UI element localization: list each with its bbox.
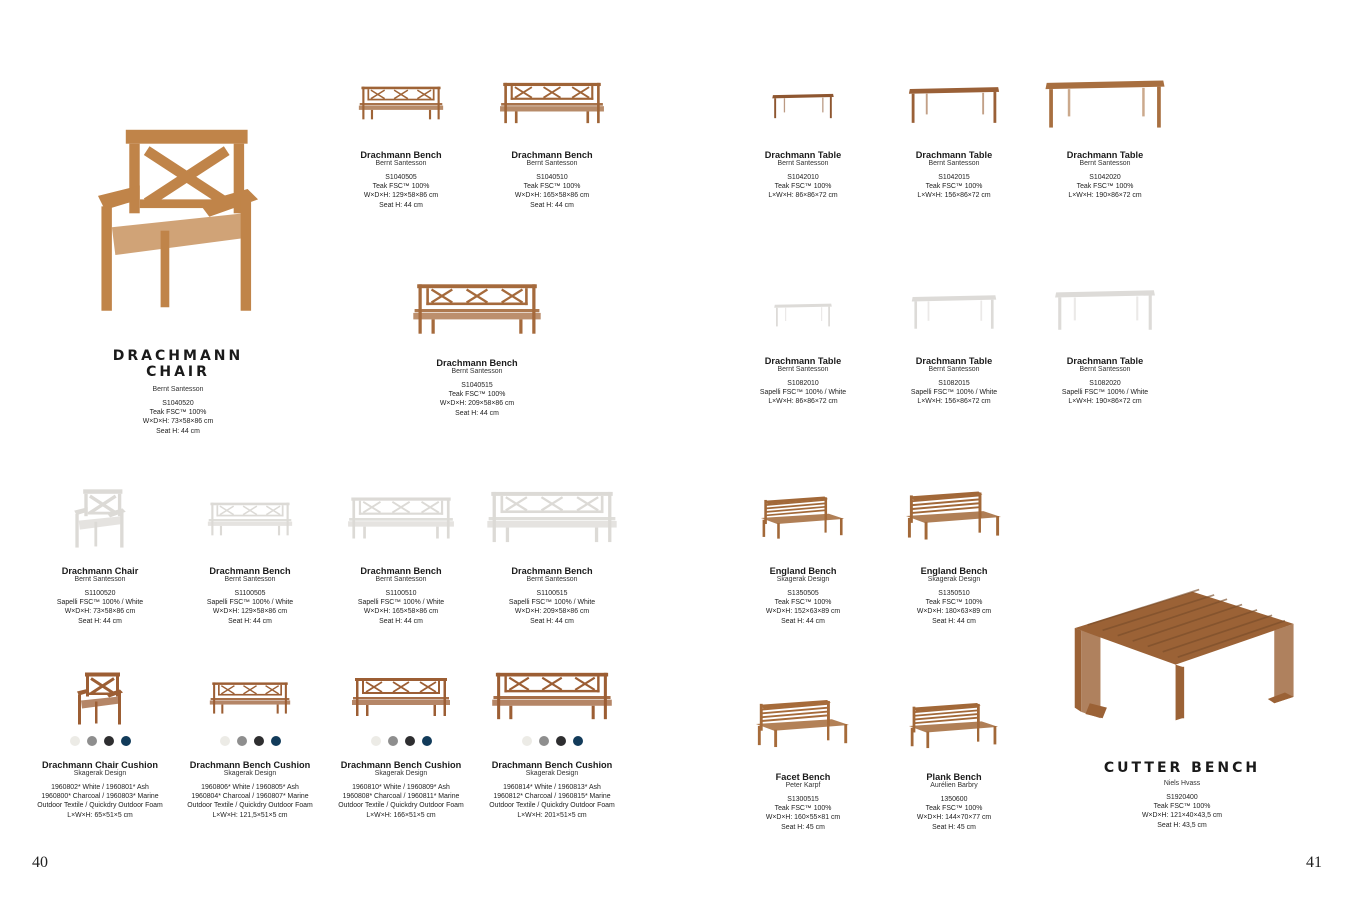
seat-height: Seat H: 44 cm xyxy=(379,201,423,209)
specs xyxy=(738,795,868,832)
plank-bench[interactable] xyxy=(889,694,1019,832)
material: Sapelli FSC™ 100% / White xyxy=(1061,389,1149,397)
page-number-right: 41 xyxy=(1306,854,1322,871)
product-name: Drachmann Table xyxy=(1066,356,1144,366)
specs xyxy=(1060,793,1304,830)
specs xyxy=(738,173,868,201)
table-image xyxy=(1043,72,1167,136)
product-code: S1042020 xyxy=(1089,174,1121,181)
swatch-ash[interactable] xyxy=(87,736,97,746)
swatch-marine[interactable] xyxy=(271,736,281,746)
seat-height: Seat H: 44 cm xyxy=(530,617,574,625)
dimensions: L×W×H: 121,5×51×5 cm xyxy=(212,811,288,819)
swatch-charcoal[interactable] xyxy=(104,736,114,746)
product-code: S1040505 xyxy=(385,174,417,181)
seat-height: Seat H: 43,5 cm xyxy=(1157,821,1207,829)
specs xyxy=(889,173,1019,201)
specs xyxy=(1040,173,1170,201)
dimensions: W×D×H: 121×40×43,5 cm xyxy=(1141,812,1223,820)
color-swatches xyxy=(478,736,626,746)
seat-height: Seat H: 45 cm xyxy=(781,823,825,831)
codes-line-1: 1960806* White / 1960805* Ash xyxy=(201,784,299,791)
product-name: Plank Bench xyxy=(926,772,982,782)
product-name: Drachmann Table xyxy=(915,150,993,160)
england-bench-152[interactable] xyxy=(738,486,868,626)
product-code: 1350600 xyxy=(940,796,968,803)
material: Teak FSC™ 100% xyxy=(523,183,581,191)
swatch-charcoal[interactable] xyxy=(405,736,415,746)
table-image xyxy=(773,290,833,340)
specs xyxy=(889,589,1019,626)
drachmann-bench-cushion-166[interactable] xyxy=(327,666,475,820)
seat-height: Seat H: 44 cm xyxy=(530,201,574,209)
bench-image xyxy=(908,694,1000,758)
material: Teak FSC™ 100% xyxy=(925,599,983,607)
material: Outdoor Textile / Quickdry Outdoor Foam xyxy=(187,802,313,810)
codes-line-2: 1960800* Charcoal / 1960803* Marine xyxy=(41,793,159,801)
dimensions: L×W×H: 156×86×72 cm xyxy=(917,192,991,200)
designer: Skagerak Design xyxy=(776,576,830,583)
drachmann-table-190[interactable] xyxy=(1040,72,1170,201)
designer: Bernt Santesson xyxy=(1079,366,1131,373)
designer: Peter Karpf xyxy=(785,782,821,789)
product-name: Drachmann Bench Cushion xyxy=(189,760,311,770)
swatch-marine[interactable] xyxy=(121,736,131,746)
dimensions: W×D×H: 73×58×86 cm xyxy=(64,608,136,616)
drachmann-bench-165[interactable] xyxy=(485,68,619,210)
material: Teak FSC™ 100% xyxy=(774,805,832,813)
drachmann-chair-white[interactable] xyxy=(30,488,170,626)
product-name: Drachmann Bench xyxy=(436,358,518,368)
dimensions: L×W×H: 166×51×5 cm xyxy=(366,811,436,819)
dimensions: L×W×H: 65×51×5 cm xyxy=(67,811,133,819)
specs xyxy=(334,173,468,210)
table-image xyxy=(907,74,1001,136)
dimensions: W×D×H: 180×63×89 cm xyxy=(916,608,992,616)
swatch-white[interactable] xyxy=(220,736,230,746)
codes-line-2: 1960812* Charcoal / 1960815* Marine xyxy=(493,793,611,801)
table-image xyxy=(910,284,998,340)
material: Outdoor Textile / Quickdry Outdoor Foam xyxy=(37,802,163,810)
swatch-charcoal[interactable] xyxy=(254,736,264,746)
material: Outdoor Textile / Quickdry Outdoor Foam xyxy=(338,802,464,810)
specs xyxy=(30,589,170,626)
dimensions: W×D×H: 152×63×89 cm xyxy=(765,608,841,616)
bench-image xyxy=(905,482,1003,550)
drachmann-bench-white-165[interactable] xyxy=(331,484,471,626)
specs xyxy=(327,783,475,820)
drachmann-table-white-156[interactable] xyxy=(889,284,1019,407)
seat-height: Seat H: 44 cm xyxy=(379,617,423,625)
specs xyxy=(889,379,1019,407)
codes-line-1: 1960810* White / 1960809* Ash xyxy=(352,784,450,791)
designer: Niels Hvass xyxy=(1163,780,1201,787)
designer: Bernt Santesson xyxy=(928,366,980,373)
color-swatches xyxy=(327,736,475,746)
bench-image xyxy=(486,482,618,552)
designer: Skagerak Design xyxy=(374,770,428,777)
material: Sapelli FSC™ 100% / White xyxy=(56,599,144,607)
designer: Bernt Santesson xyxy=(375,160,427,167)
bench-image xyxy=(358,68,444,138)
product-name: Drachmann Bench xyxy=(511,150,593,160)
drachmann-bench-white-129[interactable] xyxy=(180,486,320,626)
product-code: S1040510 xyxy=(536,174,568,181)
specs xyxy=(889,795,1019,832)
bench-with-cushion-image xyxy=(491,664,613,728)
product-name: Drachmann Bench Cushion xyxy=(340,760,462,770)
swatch-ash[interactable] xyxy=(388,736,398,746)
product-code: S1082020 xyxy=(1089,380,1121,387)
material: Outdoor Textile / Quickdry Outdoor Foam xyxy=(489,802,615,810)
color-swatches xyxy=(22,736,178,746)
dimensions: L×W×H: 190×86×72 cm xyxy=(1068,398,1142,406)
material: Sapelli FSC™ 100% / White xyxy=(508,599,596,607)
swatch-charcoal[interactable] xyxy=(556,736,566,746)
dimensions: W×D×H: 73×58×86 cm xyxy=(142,418,214,426)
product-code: S1100505 xyxy=(234,590,266,597)
specs xyxy=(478,783,626,820)
bench-image xyxy=(412,272,542,346)
bench-image xyxy=(347,484,455,552)
swatch-ash[interactable] xyxy=(539,736,549,746)
product-code: S1350510 xyxy=(938,590,970,597)
specs xyxy=(1040,379,1170,407)
product-name: Drachmann Chair Cushion xyxy=(42,760,158,770)
product-name: Drachmann Bench xyxy=(511,566,593,576)
product-code: S1040520 xyxy=(162,400,194,407)
dimensions: W×D×H: 129×58×86 cm xyxy=(212,608,288,616)
product-code: S1920400 xyxy=(1166,794,1198,801)
product-code: S1082015 xyxy=(938,380,970,387)
drachmann-table-white-190[interactable] xyxy=(1040,280,1170,407)
drachmann-table-156[interactable] xyxy=(889,74,1019,201)
product-code: S1100510 xyxy=(385,590,417,597)
drachmann-chair-cushion[interactable] xyxy=(22,670,178,820)
drachmann-table-86[interactable] xyxy=(738,76,868,201)
dimensions: W×D×H: 165×58×86 cm xyxy=(363,608,439,616)
product-name: Drachmann Chair xyxy=(61,566,139,576)
material: Teak FSC™ 100% xyxy=(448,391,506,399)
seat-height: Seat H: 45 cm xyxy=(932,823,976,831)
specs xyxy=(400,381,554,418)
bench-image xyxy=(760,486,846,550)
drachmann-table-white-86[interactable] xyxy=(738,290,868,407)
seat-height: Seat H: 44 cm xyxy=(455,409,499,417)
specs xyxy=(331,589,471,626)
cutter-bench-title: CUTTER BENCH xyxy=(1103,760,1261,776)
product-code: S1042010 xyxy=(787,174,819,181)
bench-with-cushion-image xyxy=(209,668,291,728)
designer: Bernt Santesson xyxy=(375,576,427,583)
chair-image xyxy=(72,488,128,550)
material: Teak FSC™ 100% xyxy=(774,183,832,191)
england-bench-180[interactable] xyxy=(889,482,1019,626)
cutter-bench-image xyxy=(1064,584,1300,726)
material: Teak FSC™ 100% xyxy=(925,805,983,813)
dimensions: L×W×H: 190×86×72 cm xyxy=(1068,192,1142,200)
product-name: Drachmann Bench xyxy=(360,566,442,576)
specs xyxy=(482,589,622,626)
drachmann-bench-cushion-201[interactable] xyxy=(478,664,626,820)
material: Teak FSC™ 100% xyxy=(149,409,207,417)
seat-height: Seat H: 44 cm xyxy=(78,617,122,625)
designer: Bernt Santesson xyxy=(1079,160,1131,167)
product-code: S1100515 xyxy=(536,590,568,597)
product-name: Drachmann Table xyxy=(764,150,842,160)
material: Sapelli FSC™ 100% / White xyxy=(206,599,294,607)
dimensions: W×D×H: 129×58×86 cm xyxy=(363,192,439,200)
product-name: Drachmann Table xyxy=(1066,150,1144,160)
material: Teak FSC™ 100% xyxy=(1153,803,1211,811)
specs xyxy=(180,589,320,626)
designer: Skagerak Design xyxy=(927,576,981,583)
table-image xyxy=(771,76,835,136)
table-image xyxy=(1053,280,1157,340)
product-name: Drachmann Table xyxy=(764,356,842,366)
specs xyxy=(738,589,868,626)
product-name: England Bench xyxy=(769,566,837,576)
designer: Bernt Santesson xyxy=(777,160,829,167)
dimensions: W×D×H: 160×55×81 cm xyxy=(765,814,841,822)
codes-line-1: 1960802* White / 1960801* Ash xyxy=(51,784,149,791)
codes-line-2: 1960804* Charcoal / 1960807* Marine xyxy=(191,793,309,801)
specs xyxy=(84,399,272,436)
drachmann-bench-129[interactable] xyxy=(334,68,468,210)
product-name: Drachmann Bench xyxy=(209,566,291,576)
seat-height: Seat H: 44 cm xyxy=(932,617,976,625)
material: Sapelli FSC™ 100% / White xyxy=(910,389,998,397)
dimensions: L×W×H: 201×51×5 cm xyxy=(517,811,587,819)
designer: Skagerak Design xyxy=(223,770,277,777)
seat-height: Seat H: 44 cm xyxy=(156,427,200,435)
designer: Bernt Santesson xyxy=(74,576,126,583)
product-name: Drachmann Bench xyxy=(360,150,442,160)
dimensions: W×D×H: 209×58×86 cm xyxy=(514,608,590,616)
drachmann-bench-white-209[interactable] xyxy=(482,482,622,626)
specs xyxy=(22,783,178,820)
cutter-bench-hero[interactable] xyxy=(1060,584,1304,830)
product-code: S1350505 xyxy=(787,590,819,597)
dimensions: L×W×H: 86×86×72 cm xyxy=(768,398,838,406)
swatch-marine[interactable] xyxy=(422,736,432,746)
product-code: S1042015 xyxy=(938,174,970,181)
page-number-left: 40 xyxy=(32,854,48,871)
seat-height: Seat H: 44 cm xyxy=(781,617,825,625)
material: Teak FSC™ 100% xyxy=(1076,183,1134,191)
dimensions: W×D×H: 209×58×86 cm xyxy=(439,400,515,408)
material: Teak FSC™ 100% xyxy=(372,183,430,191)
product-code: S1100520 xyxy=(84,590,116,597)
designer: Bernt Santesson xyxy=(928,160,980,167)
designer: Bernt Santesson xyxy=(777,366,829,373)
specs xyxy=(176,783,324,820)
designer: Skagerak Design xyxy=(73,770,127,777)
bench-image xyxy=(207,486,293,552)
designer: Bernt Santesson xyxy=(526,576,578,583)
dimensions: W×D×H: 165×58×86 cm xyxy=(514,192,590,200)
product-code: S1300515 xyxy=(787,796,819,803)
designer: Skagerak Design xyxy=(525,770,579,777)
dimensions: L×W×H: 86×86×72 cm xyxy=(768,192,838,200)
material: Teak FSC™ 100% xyxy=(925,183,983,191)
bench-image xyxy=(499,68,605,138)
swatch-white[interactable] xyxy=(70,736,80,746)
color-swatches xyxy=(176,736,324,746)
specs xyxy=(485,173,619,210)
swatch-ash[interactable] xyxy=(237,736,247,746)
material: Teak FSC™ 100% xyxy=(774,599,832,607)
drachmann-chair-hero[interactable] xyxy=(84,118,272,436)
dimensions: W×D×H: 144×70×77 cm xyxy=(916,814,992,822)
designer: Bernt Santesson xyxy=(224,576,276,583)
codes-line-1: 1960814* White / 1960813* Ash xyxy=(503,784,601,791)
product-code: S1040515 xyxy=(461,382,493,389)
drachmann-bench-209[interactable] xyxy=(400,272,554,418)
material: Sapelli FSC™ 100% / White xyxy=(357,599,445,607)
product-code: S1082010 xyxy=(787,380,819,387)
swatch-white[interactable] xyxy=(522,736,532,746)
drachmann-chair-image xyxy=(91,118,265,326)
product-name: Drachmann Table xyxy=(915,356,993,366)
seat-height: Seat H: 44 cm xyxy=(228,617,272,625)
swatch-marine[interactable] xyxy=(573,736,583,746)
facet-bench[interactable] xyxy=(738,690,868,832)
designer: Bernt Santesson xyxy=(526,160,578,167)
bench-image xyxy=(755,690,851,758)
drachmann-chair-title: DRACHMANN CHAIR xyxy=(112,348,244,380)
bench-with-cushion-image xyxy=(351,666,451,728)
codes-line-2: 1960808* Charcoal / 1960811* Marine xyxy=(342,793,460,801)
designer: Aurélien Barbry xyxy=(930,782,978,789)
product-name: Drachmann Bench Cushion xyxy=(491,760,613,770)
product-name: Facet Bench xyxy=(775,772,831,782)
specs xyxy=(738,379,868,407)
designer: Bernt Santesson xyxy=(152,386,204,393)
product-name: England Bench xyxy=(920,566,988,576)
chair-with-cushion-image xyxy=(75,670,125,728)
swatch-white[interactable] xyxy=(371,736,381,746)
dimensions: L×W×H: 156×86×72 cm xyxy=(917,398,991,406)
designer: Bernt Santesson xyxy=(451,368,503,375)
drachmann-bench-cushion-129[interactable] xyxy=(176,668,324,820)
material: Sapelli FSC™ 100% / White xyxy=(759,389,847,397)
